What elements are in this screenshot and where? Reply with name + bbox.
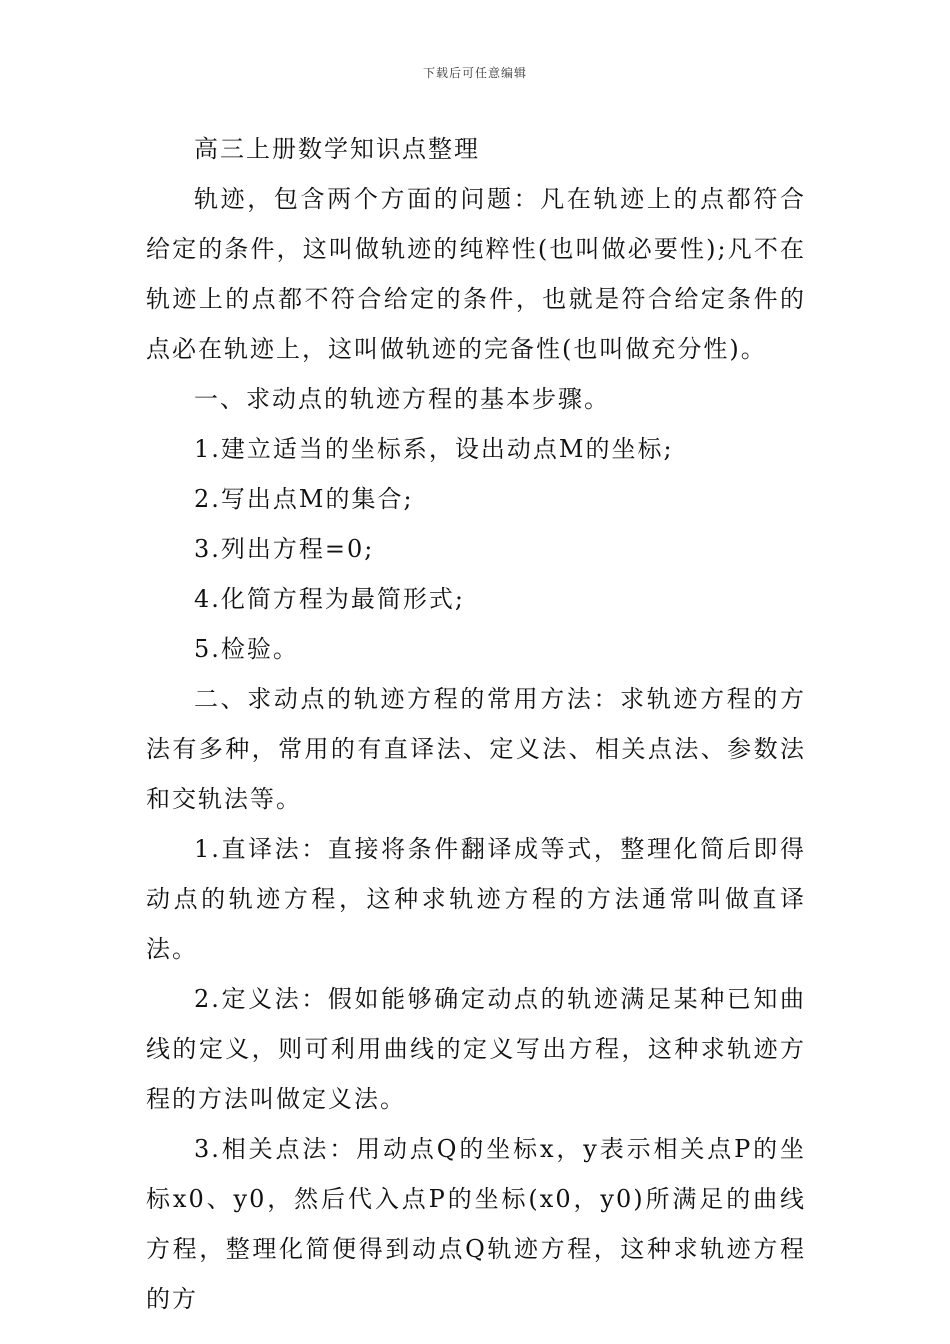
document-body	[146, 124, 806, 1324]
list-item-step-4: 4.化简方程为最简形式;	[194, 585, 465, 613]
list-item-step-5: 5.检验。	[194, 635, 299, 663]
document-title: 高三上册数学知识点整理	[194, 135, 480, 163]
method-definition: 2.定义法：假如能够确定动点的轨迹满足某种已知曲线的定义，则可利用曲线的定义写出方程，这种求轨迹方程的方法叫做定义法。	[146, 985, 806, 1113]
method-related-point: 3.相关点法：用动点Q的坐标x，y表示相关点P的坐标x0、y0，然后代入点P的坐标(x0，y0)所满足的曲线方程，整理化简便得到动点Q轨迹方程，这种求轨迹方程的方	[146, 1135, 806, 1313]
list-item-step-2: 2.写出点M的集合;	[194, 485, 414, 513]
list-item-step-3: 3.列出方程=0;	[194, 535, 375, 563]
section-heading-methods: 二、求动点的轨迹方程的常用方法：求轨迹方程的方法有多种，常用的有直译法、定义法、相关点法、参数法和交轨法等。	[146, 685, 806, 813]
paragraph-definition: 轨迹，包含两个方面的问题：凡在轨迹上的点都符合给定的条件，这叫做轨迹的纯粹性(也叫做必要性);凡不在轨迹上的点都不符合给定的条件，也就是符合给定条件的点必在轨迹上，这叫做轨迹的完备性(也叫做充分性)。	[146, 185, 806, 363]
page-header: 下载后可任意编辑	[422, 66, 527, 80]
section-heading-steps: 一、求动点的轨迹方程的基本步骤。	[194, 385, 610, 413]
method-direct-translation: 1.直译法：直接将条件翻译成等式，整理化简后即得动点的轨迹方程，这种求轨迹方程的方法通常叫做直译法。	[146, 835, 806, 963]
list-item-step-1: 1.建立适当的坐标系，设出动点M的坐标;	[194, 435, 674, 463]
